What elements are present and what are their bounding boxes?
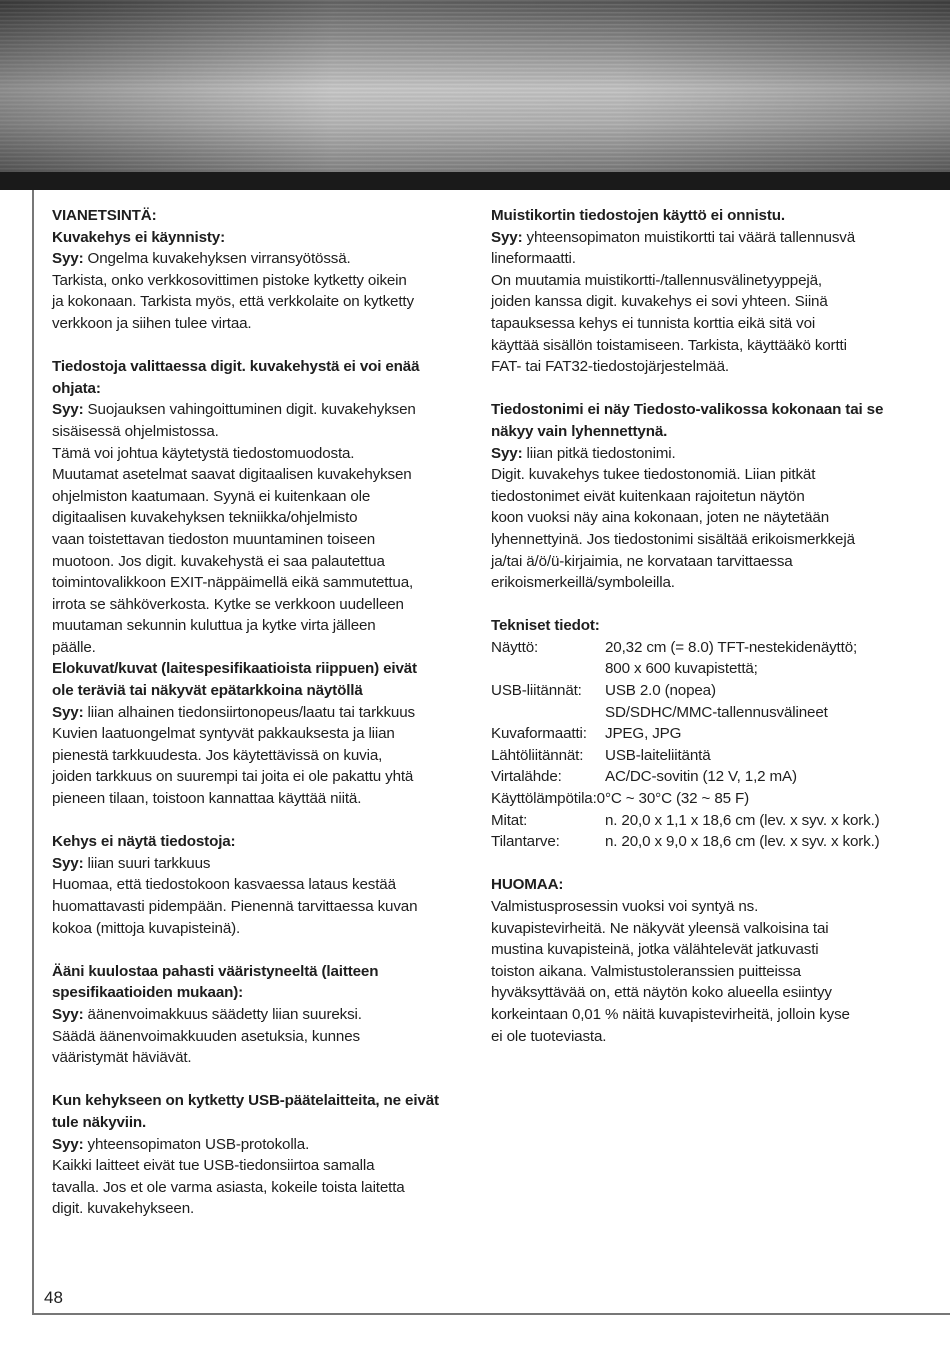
body-line: huomattavasti pidempään. Pienennä tarvittaessa kuvan <box>52 898 418 915</box>
spec-row-display <box>491 637 906 680</box>
spec-key: Kuvaformaatti: <box>491 725 587 743</box>
problem-heading: ohjata: <box>52 379 101 397</box>
body-line: lineformaatti. <box>491 250 576 268</box>
body-line: Kaikki laitteet eivät tue USB-tiedonsiirtoa samalla <box>52 1157 375 1175</box>
cause-line <box>491 443 906 465</box>
spec-key: Mitat: <box>491 811 528 829</box>
specs-title: Tekniset tiedot: <box>491 617 600 635</box>
body-line: toimintovalikkoon EXIT-näppäimellä eikä sammutettua, <box>52 574 414 592</box>
body-line: vaan toistettavan tiedoston muuntaminen toiseen <box>52 530 376 548</box>
cause-label: Syy: <box>52 703 84 721</box>
cause-line <box>52 1134 460 1156</box>
spec-key: USB-liitännät: <box>491 682 582 700</box>
body-line: ohjelmiston kaatumaan. Syynä ei kuitenkaan ole <box>52 487 371 505</box>
problem-heading: näkyy vain lyhennettynä. <box>491 422 668 440</box>
problem-heading: spesifikaatioiden mukaan): <box>52 984 244 1002</box>
page-number: 48 <box>44 1288 63 1307</box>
problem-heading: Kun kehykseen on kytketty USB-päätelaitteita, ne eivät <box>52 1092 439 1110</box>
problem-heading: ole teräviä tai näkyvät epätarkkoina näytöllä <box>52 682 363 700</box>
spec-value-line: 20,32 cm (= 8.0) TFT-nestekidenäyttö; <box>605 638 858 656</box>
cause-text: liian pitkä tiedostonimi. <box>522 444 676 462</box>
spec-row-dimensions <box>491 810 906 832</box>
problem-heading: Tiedostoja valittaessa digit. kuvakehystä ei voi enää <box>52 358 420 376</box>
brushed-metal-header <box>0 0 950 172</box>
body-line: joiden tarkkuus on suurempi tai joita ei ole pakattu yhtä <box>52 768 414 786</box>
body-line: irrota se sähköverkosta. Kytke se verkkoon uudelleen <box>52 595 404 613</box>
body-line: kokoa (mittoja kuvapisteinä). <box>52 919 241 937</box>
body-line: toiston aikana. Valmistustoleranssien puitteissa <box>491 962 801 980</box>
body-line: lyhennettyinä. Jos tiedostonimi sisältää erikoismerkkejä <box>491 530 855 548</box>
header-divider-bar <box>0 172 950 190</box>
body-line: sisäisessä ohjelmistossa. <box>52 422 219 440</box>
body-line: digitaalisen kuvakehyksen tekniikka/ohjelmisto <box>52 509 358 527</box>
troubleshooting-section-1 <box>52 205 460 335</box>
spec-row-outputs <box>491 745 906 767</box>
page-frame-left-rule <box>32 190 34 1315</box>
problem-heading: Kehys ei näytä tiedostoja: <box>52 833 236 851</box>
spec-value-line: 800 x 600 kuvapistettä; <box>605 660 758 678</box>
cause-label: Syy: <box>52 250 84 268</box>
cause-label: Syy: <box>52 1135 84 1153</box>
body-line: Valmistusprosessin vuoksi voi syntyä ns. <box>491 898 759 915</box>
spec-value: 0°C ~ 30°C (32 ~ 85 F) <box>596 790 750 808</box>
spec-value <box>605 637 906 680</box>
cause-label: Syy: <box>491 228 523 246</box>
body-line: kuvapistevirheitä. Ne näkyvät yleensä valkoisina tai <box>491 919 829 937</box>
body-line: mustina kuvapisteinä, jotka välähtelevät jatkuvasti <box>491 941 819 959</box>
cause-text: liian suuri tarkkuus <box>83 854 211 872</box>
body-line: digit. kuvakehykseen. <box>52 1200 195 1218</box>
spec-row-space <box>491 831 906 853</box>
spec-row-power <box>491 766 906 788</box>
problem-heading: Muistikortin tiedostojen käyttö ei onnistu. <box>491 207 785 224</box>
body-line: FAT- tai FAT32-tiedostojärjestelmää. <box>491 358 729 376</box>
spec-value <box>605 680 906 723</box>
body-line: Huomaa, että tiedostokoon kasvaessa lataus kestää <box>52 876 396 894</box>
spec-key: Näyttö: <box>491 638 539 656</box>
cause-label: Syy: <box>52 854 84 872</box>
spec-value: JPEG, JPG <box>605 725 682 743</box>
body-line: Digit. kuvakehys tukee tiedostonomiä. Liian pitkät <box>491 466 816 484</box>
troubleshooting-section-8 <box>491 399 906 593</box>
note-title: HUOMAA: <box>491 876 564 894</box>
spec-value: USB-laiteliitäntä <box>605 746 711 764</box>
cause-text: yhteensopimaton USB-protokolla. <box>83 1135 310 1153</box>
spec-row-image-format <box>491 723 906 745</box>
body-line: erikoismerkeillä/symboleilla. <box>491 574 675 592</box>
section-title: VIANETSINTÄ: <box>52 207 157 224</box>
troubleshooting-section-2 <box>52 356 460 658</box>
cause-line <box>52 248 460 270</box>
spec-key: Lähtöliitännät: <box>491 746 584 764</box>
problem-heading: Tiedostonimi ei näy Tiedosto-valikossa kokonaan tai se <box>491 401 884 419</box>
cause-label: Syy: <box>491 444 523 462</box>
cause-text: äänenvoimakkuus säädetty liian suureksi. <box>83 1005 362 1023</box>
spec-row-usb <box>491 680 906 723</box>
troubleshooting-section-3 <box>52 658 460 809</box>
cause-text: Ongelma kuvakehyksen virransyötössä. <box>83 250 351 268</box>
body-line: Tämä voi johtua käytetystä tiedostomuodosta. <box>52 444 355 462</box>
body-line: tiedostonimet eivät kuitenkaan rajoitetun näytön <box>491 487 805 505</box>
body-line: pienestä tarkkuudesta. Jos käytettävissä on kuvia, <box>52 746 383 764</box>
body-line: hyväksyttävää on, että näytön koko alueella esiintyy <box>491 984 832 1002</box>
troubleshooting-section-7 <box>491 205 906 378</box>
body-line: ja kokonaan. Tarkista myös, että verkkolaite on kytketty <box>52 293 414 311</box>
body-line: pieneen tilaan, toistoon kannattaa käyttää niitä. <box>52 790 362 808</box>
troubleshooting-section-4 <box>52 831 460 939</box>
cause-text: yhteensopimaton muistikortti tai väärä tallennusvä <box>522 228 856 246</box>
cause-text: Suojauksen vahingoittuminen digit. kuvakehyksen <box>83 401 416 419</box>
spec-value-line: SD/SDHC/MMC-tallennusvälineet <box>605 703 828 721</box>
body-line: Säädä äänenvoimakkuuden asetuksia, kunnes <box>52 1027 360 1045</box>
cause-label: Syy: <box>52 401 84 419</box>
body-line: koon vuoksi näy aina kokonaan, joten ne näytetään <box>491 509 829 527</box>
spec-row-temperature <box>491 788 906 810</box>
spec-key: Käyttölämpötila: <box>491 790 597 808</box>
body-line: muotoon. Jos digit. kuvakehystä ei saa palautettua <box>52 552 385 570</box>
cause-line <box>52 853 460 875</box>
body-line: ja/tai ä/ö/ü-kirjaimia, ne korvataan tarvittaessa <box>491 552 793 570</box>
body-line: vääristymät häviävät. <box>52 1049 192 1067</box>
problem-heading: Kuvakehys ei käynnisty: <box>52 228 225 246</box>
body-line: muutaman sekunnin kuluttua ja kytke virta jälleen <box>52 617 376 635</box>
cause-line <box>52 1004 460 1026</box>
body-line: korkeintaan 0,01 % näitä kuvapistevirheitä, jolloin kyse <box>491 1005 850 1023</box>
cause-label: Syy: <box>52 1005 84 1023</box>
spec-key: Virtalähde: <box>491 768 562 786</box>
body-line: Kuvien laatuongelmat syntyvät pakkauksesta ja liian <box>52 725 395 743</box>
body-line: Muutamat asetelmat saavat digitaalisen kuvakehyksen <box>52 466 412 484</box>
body-line: Tarkista, onko verkkosovittimen pistoke kytketty oikein <box>52 271 407 289</box>
page-frame-bottom-rule <box>32 1313 950 1315</box>
body-line: verkkoon ja siihen tulee virtaa. <box>52 314 252 332</box>
body-line: ei ole tuoteviasta. <box>491 1027 607 1045</box>
problem-heading: Elokuvat/kuvat (laitespesifikaatioista riippuen) eivät <box>52 660 417 678</box>
spec-value: AC/DC-sovitin (12 V, 1,2 mA) <box>605 768 797 786</box>
body-line: On muutamia muistikortti-/tallennusvälinetyyppejä, <box>491 271 822 289</box>
spec-value-line: USB 2.0 (nopea) <box>605 682 716 700</box>
body-line: joiden kanssa digit. kuvakehys ei sovi yhteen. Siinä <box>491 293 828 311</box>
left-column <box>52 205 460 1242</box>
spec-key: Tilantarve: <box>491 833 560 851</box>
problem-heading: Ääni kuulostaa pahasti vääristyneeltä (laitteen <box>52 962 379 980</box>
body-line: päälle. <box>52 638 96 656</box>
spec-value: n. 20,0 x 9,0 x 18,6 cm (lev. x syv. x kork.) <box>605 833 880 851</box>
troubleshooting-section-5 <box>52 961 460 1069</box>
technical-specs <box>491 615 906 853</box>
body-line: tapauksessa kehys ei tunnista korttia eikä sitä voi <box>491 314 816 332</box>
body-line: tavalla. Jos et ole varma asiasta, kokeile toista laitetta <box>52 1178 405 1196</box>
body-line: käyttää sisällön toistamiseen. Tarkista, käyttääkö kortti <box>491 336 847 354</box>
note-section <box>491 874 906 1047</box>
spec-value: n. 20,0 x 1,1 x 18,6 cm (lev. x syv. x kork.) <box>605 811 880 829</box>
cause-line <box>491 227 906 249</box>
cause-line <box>52 702 460 724</box>
troubleshooting-section-6 <box>52 1090 460 1220</box>
right-column <box>491 205 906 1069</box>
problem-heading: tule näkyviin. <box>52 1113 147 1131</box>
cause-line <box>52 399 460 421</box>
cause-text: liian alhainen tiedonsiirtonopeus/laatu tai tarkkuus <box>83 703 415 721</box>
